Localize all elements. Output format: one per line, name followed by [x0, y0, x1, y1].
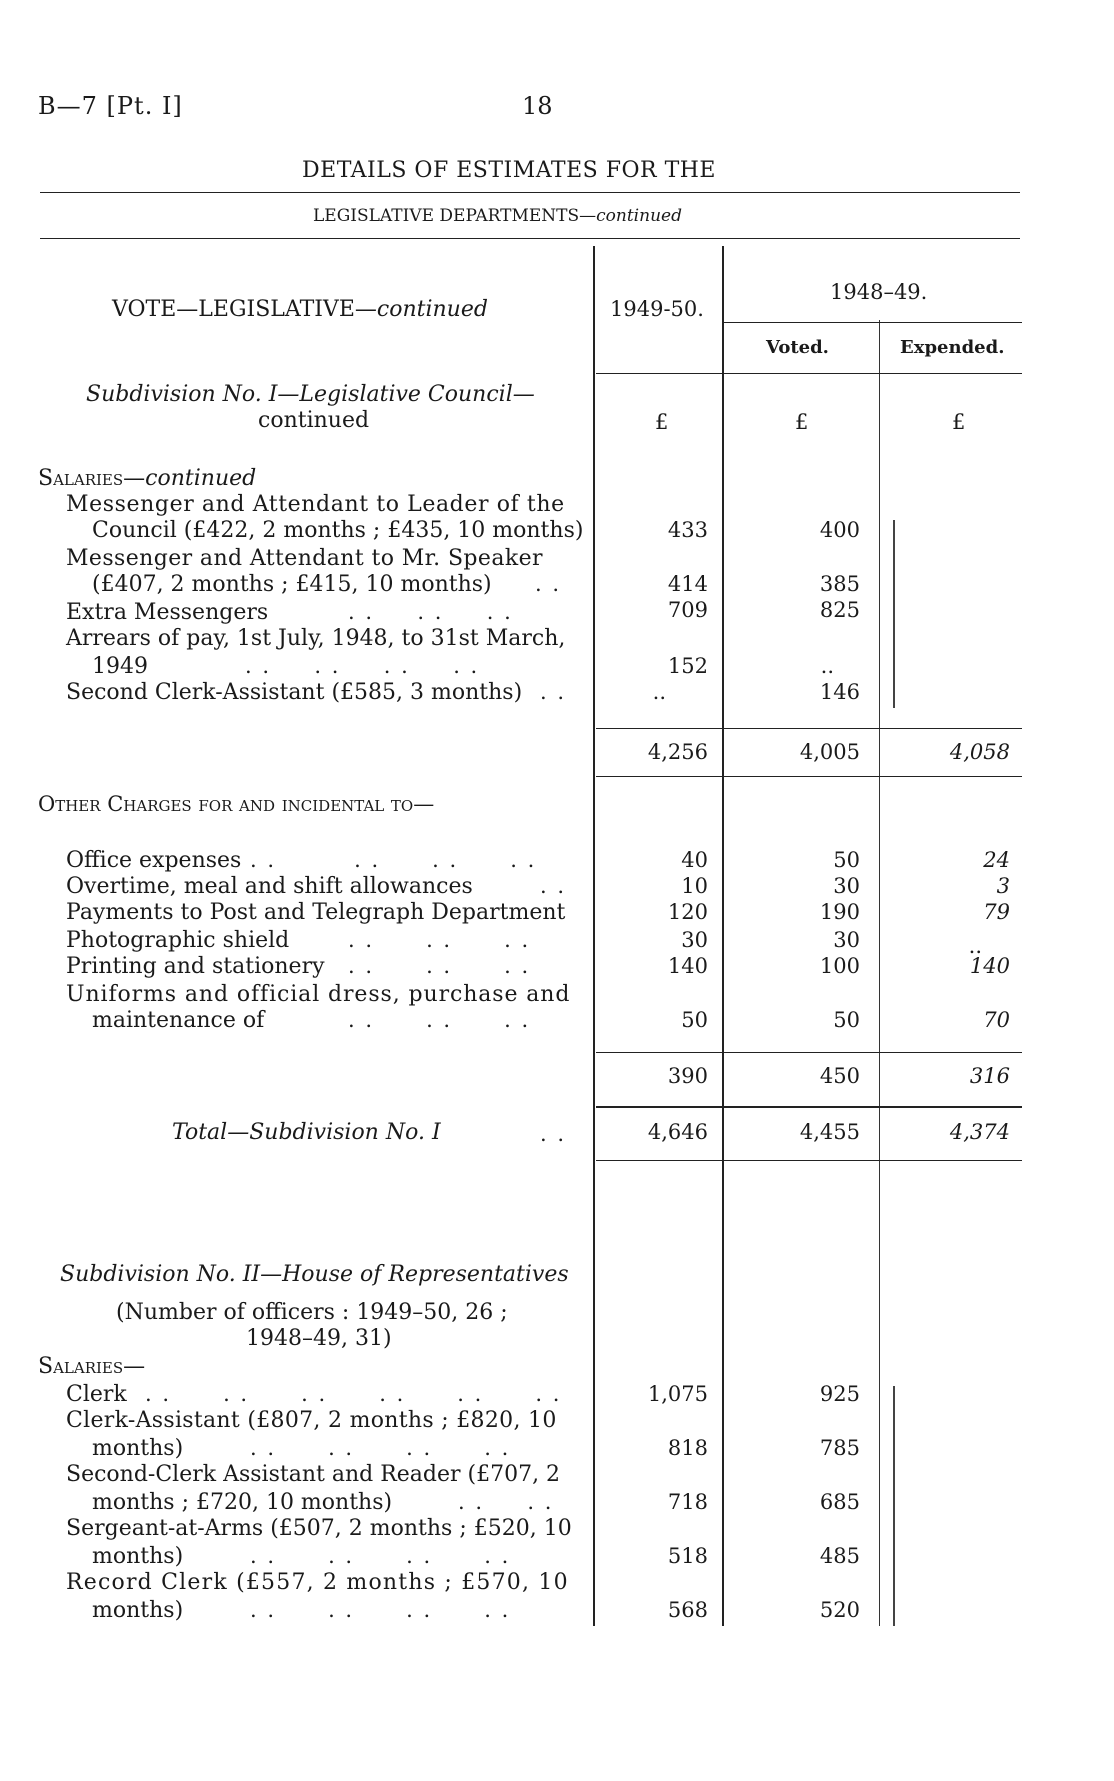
subtitle-rule: [40, 238, 1020, 239]
other-line: Photographic shield: [66, 928, 290, 953]
value-1949: 40: [681, 848, 708, 872]
subdivision-1-heading-cont: continued: [258, 408, 370, 433]
leader-dots: . . . .: [458, 1490, 554, 1514]
salary-line: months): [92, 1598, 184, 1623]
subtotal-rule-bottom: [596, 1106, 1022, 1108]
officer-count-line: 1948–49, 31): [246, 1326, 392, 1351]
subtotal-1949: 4,256: [647, 740, 708, 764]
value-expended: 3: [996, 874, 1010, 898]
salary-line: months): [92, 1544, 184, 1569]
value-1949: 152: [667, 654, 708, 678]
subtotal-voted: 450: [819, 1064, 860, 1088]
salary-line: (£407, 2 months ; £415, 10 months): [92, 572, 492, 597]
page-number: 18: [522, 92, 553, 120]
subtotal-voted: 4,005: [799, 740, 860, 764]
header-split-rule: [724, 322, 1022, 323]
salary-line: Messenger and Attendant to Leader of the: [66, 492, 565, 517]
leader-dots: . .: [540, 874, 567, 898]
salary-line: Council (£422, 2 months ; £435, 10 months): [92, 518, 584, 543]
subtotal-expended: 4,058: [949, 740, 1010, 764]
value-1949: 433: [667, 518, 708, 542]
leader-dots: . . . . . .: [348, 1008, 531, 1032]
value-1949: 10: [681, 874, 708, 898]
column-header-1949-50: 1949-50.: [610, 297, 704, 321]
value-1949: 1,075: [647, 1382, 708, 1406]
subtotal-rule-top: [596, 1052, 1022, 1053]
salary-line: Arrears of pay, 1st July, 1948, to 31st March,: [66, 626, 566, 651]
column-rule-left: [593, 246, 595, 1626]
value-1949: 709: [667, 598, 708, 622]
column-header-expended: Expended.: [900, 337, 1005, 358]
subtotal-1949: 390: [667, 1064, 708, 1088]
value-1949: 414: [667, 572, 708, 596]
value-1949: 30: [681, 928, 708, 952]
subtitle-continued: continued: [596, 206, 682, 226]
title-rule: [40, 192, 1020, 193]
subtitle-main: LEGISLATIVE DEPARTMENTS—: [313, 206, 597, 226]
leader-dots: . . . . . .: [348, 600, 513, 624]
value-1949: 140: [667, 954, 708, 978]
salary-line: Extra Messengers: [66, 600, 269, 625]
value-voted: 100: [819, 954, 860, 978]
value-expended: 79: [983, 900, 1010, 924]
leader-dots: . . . . . . . .: [245, 654, 480, 678]
value-voted: 50: [833, 848, 860, 872]
value-voted: 146: [819, 680, 860, 704]
value-1949: 120: [667, 900, 708, 924]
column-rule-voted: [879, 320, 880, 1626]
page-reference: B—7 [Pt. I]: [38, 92, 183, 120]
salary-line: Sergeant-at-Arms (£507, 2 months ; £520, 10: [66, 1516, 572, 1541]
leader-dots: . .: [535, 572, 562, 596]
value-voted: 685: [819, 1490, 860, 1514]
salary-line: Second-Clerk Assistant and Reader (£707, 2: [66, 1462, 561, 1487]
other-line: Overtime, meal and shift allowances: [66, 874, 473, 899]
column-header-voted: Voted.: [766, 337, 829, 358]
total-rule: [596, 1160, 1022, 1161]
leader-dots: . .: [540, 1122, 567, 1146]
value-voted: 825: [819, 598, 860, 622]
other-line: Printing and stationery: [66, 954, 325, 979]
subdivision-2-heading: Subdivision No. II—House of Representatives: [60, 1262, 569, 1287]
salary-line: Clerk: [66, 1382, 127, 1407]
value-voted: 400: [819, 518, 860, 542]
column-rule-1949: [722, 246, 724, 1626]
value-expended: ..: [968, 934, 982, 958]
vote-heading-continued: continued: [376, 297, 488, 322]
expended-bracket: [893, 1386, 895, 1626]
pound-sign-1949: £: [655, 410, 669, 434]
total-expended: 4,374: [949, 1120, 1010, 1144]
other-line: Uniforms and official dress, purchase and: [66, 982, 571, 1007]
leader-dots: . . . . . . . . . . . .: [145, 1382, 562, 1406]
salary-line: months): [92, 1436, 184, 1461]
salaries-continued: continued: [145, 466, 257, 491]
value-1949: 50: [681, 1008, 708, 1032]
value-1949: 718: [667, 1490, 708, 1514]
value-1949: 568: [667, 1598, 708, 1622]
leader-dots: . . . . . .: [348, 954, 531, 978]
other-charges-heading: Other Charges for and incidental to—: [38, 792, 435, 816]
other-line: Payments to Post and Telegraph Department: [66, 900, 566, 925]
page-subtitle: [313, 206, 682, 226]
value-expended: 24: [983, 848, 1010, 872]
leader-dots: . .: [540, 680, 567, 704]
vote-heading: [112, 297, 488, 322]
pound-sign-expended: £: [952, 410, 966, 434]
value-voted: 925: [819, 1382, 860, 1406]
total-1949: 4,646: [647, 1120, 708, 1144]
value-voted: 785: [819, 1436, 860, 1460]
other-line: maintenance of: [92, 1008, 265, 1033]
value-1949: 818: [667, 1436, 708, 1460]
subdivision-1-heading: Subdivision No. I—Legislative Council—: [86, 382, 535, 407]
subtotal-rule-bottom: [596, 776, 1022, 777]
value-1949: ..: [652, 680, 666, 704]
subtotal-rule-top: [596, 728, 1022, 729]
salary-line: 1949: [92, 654, 148, 679]
pound-sign-voted: £: [795, 410, 809, 434]
leader-dots: . . . . . .: [348, 928, 531, 952]
value-voted: 30: [833, 928, 860, 952]
salaries-heading: [38, 466, 256, 491]
value-1949: 518: [667, 1544, 708, 1568]
total-subdivision-1-label: Total—Subdivision No. I: [172, 1120, 441, 1145]
value-voted: 385: [819, 572, 860, 596]
leader-dots: . . . . . . . .: [250, 1436, 511, 1460]
leader-dots: . . . . . . . .: [250, 848, 537, 872]
salary-line: months ; £720, 10 months): [92, 1490, 393, 1515]
officer-count-line: (Number of officers : 1949–50, 26 ;: [116, 1300, 508, 1325]
salary-line: Second Clerk-Assistant (£585, 3 months): [66, 680, 523, 705]
subtotal-expended: 316: [969, 1064, 1010, 1088]
leader-dots: . . . . . . . .: [250, 1544, 511, 1568]
vote-heading-main: VOTE—LEGISLATIVE—: [112, 297, 377, 322]
value-expended: 140: [969, 954, 1010, 978]
leader-dots: . . . . . . . .: [250, 1598, 511, 1622]
salary-line: Record Clerk (£557, 2 months ; £570, 10: [66, 1570, 569, 1595]
value-voted: 520: [819, 1598, 860, 1622]
value-voted: 190: [819, 900, 860, 924]
value-expended: 70: [983, 1008, 1010, 1032]
value-voted: 30: [833, 874, 860, 898]
column-header-1948-49: 1948–49.: [830, 280, 928, 304]
other-line: Office expenses: [66, 848, 242, 873]
total-voted: 4,455: [799, 1120, 860, 1144]
value-voted: ..: [820, 654, 834, 678]
salary-line: Clerk-Assistant (£807, 2 months ; £820, 10: [66, 1408, 557, 1433]
expended-bracket: [893, 520, 895, 708]
value-voted: 50: [833, 1008, 860, 1032]
salary-line: Messenger and Attendant to Mr. Speaker: [66, 546, 543, 571]
page-title: DETAILS OF ESTIMATES FOR THE: [302, 158, 716, 183]
header-bottom-rule: [596, 373, 1022, 374]
salaries-label: Salaries—: [38, 466, 146, 491]
salaries-heading-2: Salaries—: [38, 1354, 146, 1379]
value-voted: 485: [819, 1544, 860, 1568]
